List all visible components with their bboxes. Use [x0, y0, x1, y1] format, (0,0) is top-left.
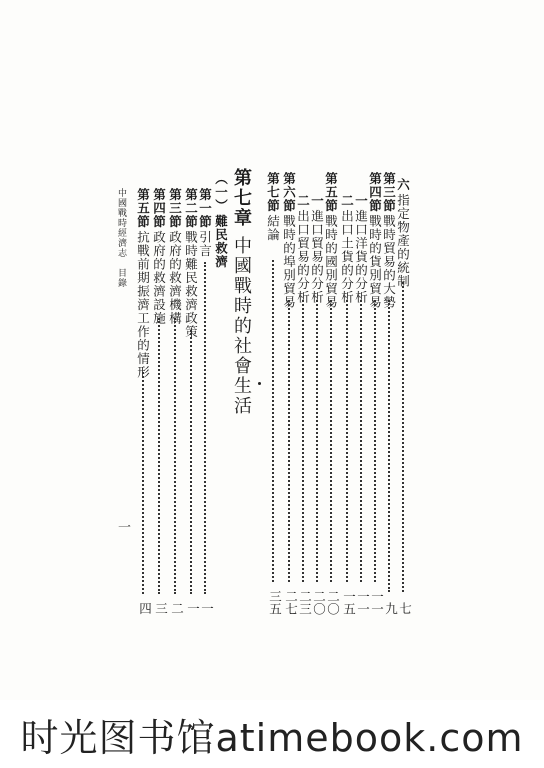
toc-page-number: 七: [397, 602, 413, 615]
dot-leader: [302, 300, 304, 582]
dot-leader: [158, 318, 160, 594]
dot-leader: [190, 330, 192, 594]
toc-entry: 第三節戰時貿易的大勢: [381, 172, 397, 309]
toc-page-number: 一一: [369, 590, 385, 615]
dot-leader: [288, 300, 290, 582]
dot-leader: [272, 260, 274, 582]
toc-page-number: 二〇: [325, 590, 341, 615]
running-title: 中國戰時經濟志: [116, 188, 126, 258]
chapter-title: 中國戰時的社會生活: [231, 236, 252, 416]
toc-entry: 二出口貿易的分析: [295, 194, 311, 304]
dot-leader: [402, 282, 404, 592]
dot-leader: [174, 318, 176, 594]
toc-page-number: 九: [383, 602, 399, 615]
toc-entry: 第五節戰時的國別貿易: [323, 172, 339, 309]
toc-page-number: 三: [153, 602, 169, 615]
watermark-text: 时光图书馆atimebook.com: [0, 700, 544, 768]
toc-page-number: 二: [169, 602, 185, 615]
dot-leader: [316, 300, 318, 582]
dot-leader: [388, 300, 390, 592]
toc-entry: 第三節政府的救濟機構: [167, 188, 183, 325]
ink-dot: [258, 382, 261, 385]
dot-leader: [374, 300, 376, 582]
running-header: [116, 188, 125, 258]
toc-page-number: 四: [137, 602, 153, 615]
toc-entry: 第七節結論: [265, 172, 281, 242]
dot-leader: [346, 300, 348, 582]
toc-page-number: 二三: [297, 590, 313, 615]
toc-entry: 二出口土貨的分析: [339, 194, 355, 304]
toc-entry: 第四節戰時的貨別貿易: [367, 172, 383, 309]
toc-page-number: 一: [185, 602, 201, 615]
toc-page-number: 一: [199, 602, 215, 615]
toc-entry: 第二節戰時難民救濟政策: [183, 188, 199, 339]
toc-entry: 第五節抗戰前期振濟工作的情形: [135, 188, 151, 379]
toc-entry: 第六節戰時的埠別貿易: [281, 172, 297, 309]
toc-entry: 一進口洋貨的分析: [353, 194, 369, 304]
toc-page-number: 二七: [283, 590, 299, 615]
toc-entry: 一進口貿易的分析: [309, 194, 325, 304]
toc-entry: 第四節政府的救濟設施: [151, 188, 167, 325]
toc-entry: （一）難民救濟: [213, 172, 229, 269]
toc-page-number: 一五: [341, 590, 357, 615]
dot-leader: [330, 300, 332, 582]
dot-leader: [360, 300, 362, 582]
section-label: 目錄: [116, 268, 126, 288]
toc-entry: 第一節引言: [197, 188, 213, 258]
dot-leader: [204, 262, 206, 594]
toc-page-number: 一一: [355, 590, 371, 615]
page-number: 一: [115, 520, 130, 534]
chapter-heading: [232, 168, 250, 416]
toc-page-number: 三五: [267, 590, 283, 615]
toc-page-number: 二〇: [311, 590, 327, 615]
chapter-number: 第七章: [231, 168, 252, 228]
dot-leader: [142, 372, 144, 594]
toc-entry: 六指定物產的統制: [395, 178, 411, 288]
